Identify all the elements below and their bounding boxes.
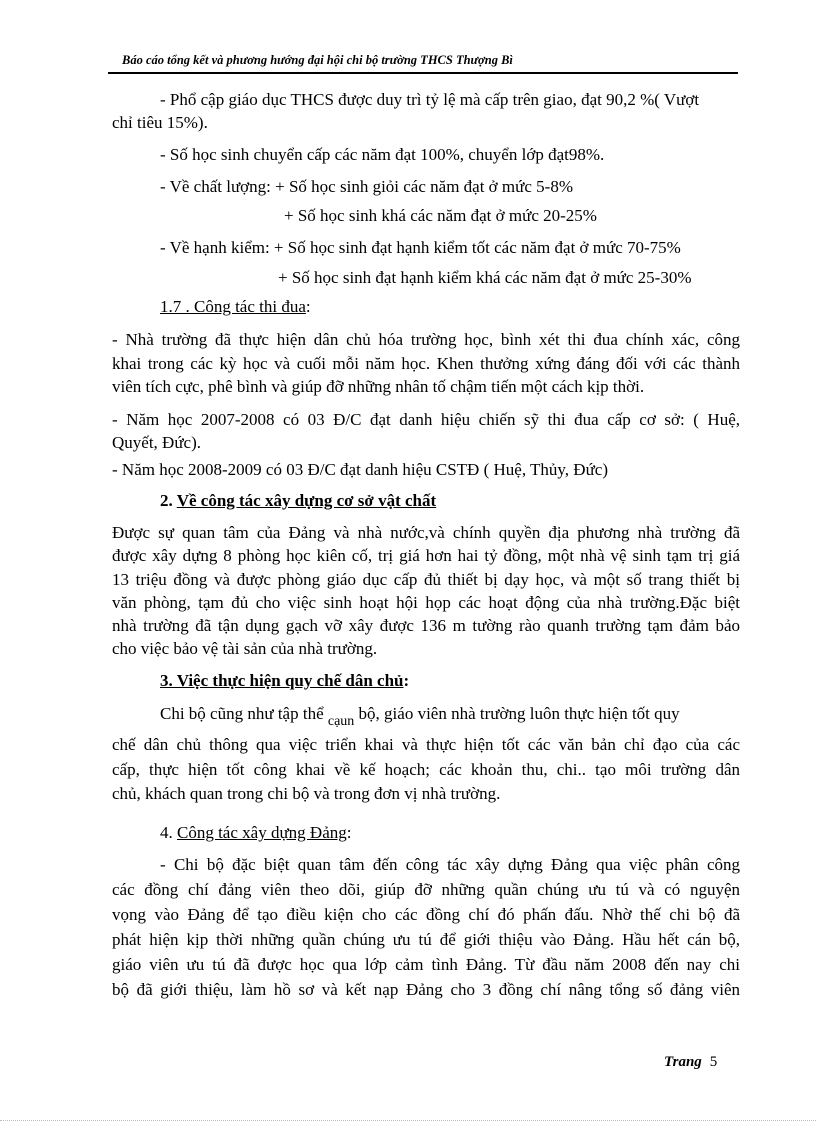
text-line: viên tích cực, phê bình và giúp đỡ những nhân tố chậm tiến một cách kịp thời. bbox=[112, 377, 645, 396]
heading-1-7-colon: : bbox=[305, 297, 311, 316]
heading-4 bbox=[160, 823, 351, 843]
heading-2 bbox=[160, 491, 436, 511]
text-line: - Số học sinh chuyển cấp các năm đạt 100%, chuyển lớp đạt98%. bbox=[160, 145, 605, 164]
text-line: chế dân chủ thông qua việc triển khai và thực hiện tốt các văn bản chỉ đạo của các bbox=[112, 735, 740, 754]
heading-1-7 bbox=[160, 297, 311, 317]
heading-3 bbox=[160, 671, 409, 691]
heading-3-text: 3. Việc thực hiện quy chế dân chủ bbox=[160, 671, 404, 690]
paragraph-3-rest: bộ, giáo viên nhà trường luôn thực hiện tốt quy bbox=[358, 704, 680, 723]
text-line: - Năm học 2007-2008 có 03 Đ/C đạt danh hiệu chiến sỹ thi đua cấp cơ sở: ( Huệ, bbox=[112, 410, 740, 429]
header-title: Báo cáo tổng kết và phương hướng đại hội chi bộ trường THCS Thượng Bì bbox=[122, 53, 513, 67]
heading-4-number: 4. bbox=[160, 823, 177, 842]
text-line: chỉ tiêu 15%). bbox=[112, 113, 208, 132]
text-line: - Chi bộ đặc biệt quan tâm đến công tác xây dựng Đảng qua việc phân công bbox=[160, 855, 740, 874]
heading-4-colon: : bbox=[346, 823, 352, 842]
paragraph-3-subscript: cạun bbox=[327, 714, 355, 729]
text-line: - Năm học 2008-2009 có 03 Đ/C đạt danh hiệu CSTĐ ( Huệ, Thủy, Đức) bbox=[112, 460, 608, 479]
text-line: cấp, thực hiện tốt công khai về kế hoạch; các khoản thu, chi.. tạo môi trường dân bbox=[112, 760, 740, 779]
text-line bbox=[160, 704, 680, 729]
text-line: các đồng chí đảng viên theo dõi, giúp đỡ những quần chúng ưu tú và có nguyện bbox=[112, 880, 740, 899]
page-divider bbox=[0, 1120, 816, 1121]
text-line: - Phổ cập giáo dục THCS được duy trì tỷ lệ mà cấp trên giao, đạt 90,2 %( Vượt bbox=[160, 90, 700, 109]
text-line: văn phòng, tạm đủ cho việc sinh hoạt hội họp các hoạt động của nhà trường.Đặc biệt bbox=[112, 593, 740, 612]
heading-2-number: 2. bbox=[160, 491, 177, 510]
heading-3-colon: : bbox=[403, 671, 410, 690]
paragraph-3-lead: Chi bộ cũng như tập thể bbox=[160, 704, 328, 723]
text-line: được xây dựng 8 phòng học kiên cố, trị giá hơn hai tỷ đồng, một nhà vệ sinh tạm trị giá bbox=[112, 546, 740, 565]
text-line: Quyết, Đức). bbox=[112, 433, 201, 452]
text-line: cho việc bảo vệ tài sản của nhà trường. bbox=[112, 639, 378, 658]
text-line: bộ đã giới thiệu, làm hồ sơ và kết nạp Đảng cho 3 đồng chí nâng tổng số đảng viên bbox=[112, 980, 740, 999]
text-line: - Về chất lượng: + Số học sinh giỏi các năm đạt ở mức 5-8% bbox=[160, 177, 573, 196]
text-line: vọng vào Đảng để tạo điều kiện cho các đồng chí đó phấn đấu. Nhờ thế chi bộ đã bbox=[112, 905, 740, 924]
heading-2-text: Về công tác xây dựng cơ sở vật chất bbox=[176, 491, 437, 510]
text-line: 13 triệu đồng và được phòng giáo dục cấp đủ thiết bị dạy học, và một số trang thiết bị bbox=[112, 570, 740, 589]
heading-4-text: Công tác xây dựng Đảng bbox=[177, 823, 347, 842]
text-line: + Số học sinh đạt hạnh kiểm khá các năm đạt ở mức 25-30% bbox=[278, 268, 692, 287]
text-line: - Về hạnh kiểm: + Số học sinh đạt hạnh kiểm tốt các năm đạt ở mức 70-75% bbox=[160, 238, 681, 257]
page-header bbox=[108, 50, 738, 74]
heading-1-7-text: 1.7 . Công tác thi đua bbox=[160, 297, 306, 316]
text-line: khai trong các kỳ học và cuối mỗi năm học. Khen thưởng xứng đáng đối với các thành bbox=[112, 354, 740, 373]
text-line: chủ, khách quan trong chi bộ và trong đơn vị nhà trường. bbox=[112, 784, 501, 803]
page-footer bbox=[664, 1054, 717, 1071]
text-line: giáo viên ưu tú đã được học qua lớp cảm tình Đảng. Từ đầu năm 2008 đến nay chi bbox=[112, 955, 740, 974]
text-line: - Nhà trường đã thực hiện dân chủ hóa trường học, bình xét thi đua chính xác, công bbox=[112, 330, 740, 349]
text-line: + Số học sinh khá các năm đạt ở mức 20-25% bbox=[284, 206, 597, 225]
page-number: 5 bbox=[709, 1054, 718, 1070]
text-line: phát hiện kịp thời những quần chúng ưu tú để giới thiệu vào Đảng. Hầu hết cán bộ, bbox=[112, 930, 740, 949]
text-line: Được sự quan tâm của Đảng và nhà nước,và chính quyền địa phương nhà trường đã bbox=[112, 523, 740, 542]
text-line: nhà trường đã tận dụng gạch vỡ xây được 136 m tường rào quanh trường tạm đảm bảo bbox=[112, 616, 740, 635]
page-label: Trang bbox=[664, 1054, 702, 1070]
